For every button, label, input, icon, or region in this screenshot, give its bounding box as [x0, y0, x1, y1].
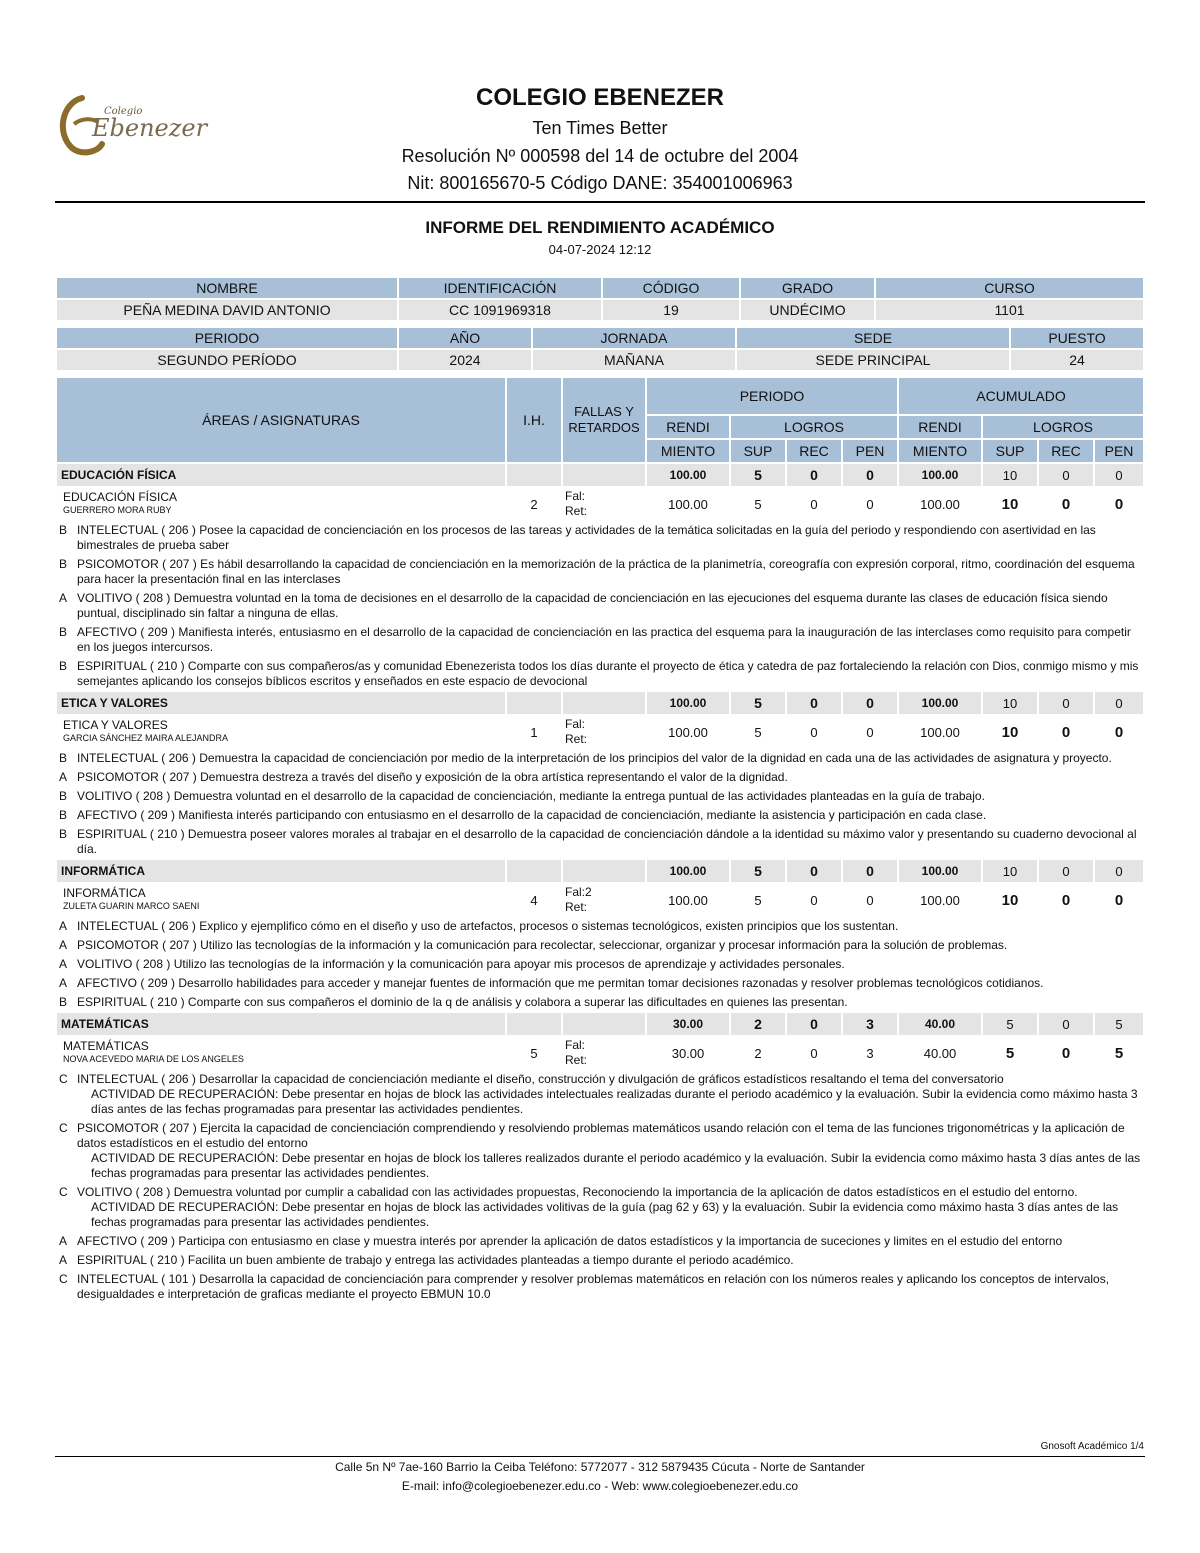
- header-p-rendi-2: MIENTO: [647, 440, 729, 462]
- logro-description: INTELECTUAL ( 206 ) Explico y ejemplifico cómo en el diseño y uso de artefactos, procesos o sistemas tecnológicos, existen principios que los sustentan.: [77, 919, 899, 933]
- student-campus: SEDE PRINCIPAL: [737, 350, 1009, 370]
- area-row: [57, 464, 1143, 486]
- area-row: [57, 860, 1143, 882]
- logro-description: ESPIRITUAL ( 210 ) Demuestra poseer valores morales al trabajar en el desarrollo de la capacidad de concienciación dándole a la identidad su máximo valor y presentando su cuaderno devocional al día.: [77, 827, 1137, 856]
- logro-description: VOLITIVO ( 208 ) Utilizo las tecnologías de la información y la comunicación para apoyar mis procesos de aprendizaje y actividades personales.: [77, 957, 845, 971]
- logro-description: VOLITIVO ( 208 ) Demuestra voluntad en el desarrollo de la capacidad de concienciación, mediante la entrega puntual de las actividades planteadas en la guía de trabajo.: [77, 789, 985, 803]
- logro-grade: A: [59, 938, 68, 952]
- subject-a-rec: 0: [1061, 495, 1071, 513]
- logro-text: [57, 1271, 1143, 1303]
- area-p-rec: 0: [787, 464, 841, 486]
- subject-name: INFORMÁTICA: [63, 886, 146, 900]
- area-p-rend: 100.00: [647, 692, 729, 714]
- recovery-activity: ACTIVIDAD DE RECUPERACIÓN: Debe presentar en hojas de block las actividades volitivas de la guía (pag 62 y 63) y la evaluación. Subir la evidencia como máximo hasta 3 días antes de las fechas programadas para presentar las actividades pendientes.: [91, 1200, 1119, 1229]
- header-periodo: PERIODO: [647, 378, 897, 414]
- logro-row: [57, 975, 1143, 992]
- area-a-sup: 10: [983, 464, 1037, 486]
- subject-p-pen: 0: [866, 892, 874, 908]
- area-name: INFORMÁTICA: [57, 860, 505, 882]
- label-periodo: PERIODO: [57, 328, 397, 348]
- area-p-rec: 0: [787, 692, 841, 714]
- logro-text: [57, 826, 1143, 858]
- grades-table: [55, 376, 1145, 1305]
- logro-grade: C: [59, 1185, 68, 1199]
- subject-ih: 2: [530, 496, 538, 512]
- label-codigo: CÓDIGO: [603, 278, 739, 298]
- area-a-pen: 5: [1095, 1013, 1143, 1035]
- logro-row: [57, 1233, 1143, 1250]
- area-p-rend: 100.00: [647, 860, 729, 882]
- logro-text: [57, 937, 1143, 954]
- area-name: ETICA Y VALORES: [57, 692, 505, 714]
- header-areas: ÁREAS / ASIGNATURAS: [57, 378, 505, 462]
- subject-row: [57, 716, 1143, 748]
- logro-description: PSICOMOTOR ( 207 ) Es hábil desarrollando la capacidad de concienciación en la memorización de la práctica de la planimetría, coreografía con expresión corporal, ritmo, coordinación del esquema para hacer la presentación final en las interclases: [77, 557, 1135, 586]
- area-p-pen: 0: [843, 860, 897, 882]
- header-ih: I.H.: [507, 378, 561, 462]
- logro-text: [57, 590, 1143, 622]
- subject-ih: 1: [530, 724, 538, 740]
- subject-row: [57, 1037, 1143, 1069]
- logro-description: ESPIRITUAL ( 210 ) Comparte con sus compañeros/as y comunidad Ebenezerista todos los días durante el proyecto de ética y catedra de paz fortaleciendo la relación con Dios, conmigo mismo y mis semejantes aplicando los consejos bíblicos escritos y enseñados en este espacio de devocional: [77, 659, 1139, 688]
- subject-a-sup: 10: [1001, 891, 1019, 909]
- area-a-rend: 100.00: [899, 692, 981, 714]
- logro-grade: B: [59, 523, 68, 537]
- subject-a-rec: 0: [1061, 723, 1071, 741]
- header-fallas-1: FALLAS Y: [574, 404, 634, 419]
- area-ih: [507, 692, 561, 714]
- logro-row: [57, 624, 1143, 656]
- teacher-name: GUERRERO MORA RUBY: [63, 505, 172, 515]
- logro-text: [57, 1233, 1143, 1250]
- label-puesto: PUESTO: [1011, 328, 1143, 348]
- subject-name: MATEMÁTICAS: [63, 1039, 149, 1053]
- area-a-pen: 0: [1095, 464, 1143, 486]
- logro-row: [57, 1271, 1143, 1303]
- logro-description: AFECTIVO ( 209 ) Manifiesta interés, entusiasmo en el desarrollo de la capacidad de concienciación en las practica del esquema para la inauguración de las interclases como requisito para competir en los juegos intercursos.: [77, 625, 1131, 654]
- logro-description: AFECTIVO ( 209 ) Participa con entusiasmo en clase y muestra interés por aprender la aplicación de datos estadísticos y la importancia de suceciones y limites en el estudio del entorno: [77, 1234, 1063, 1248]
- subject-cell: [57, 1037, 505, 1069]
- subject-p-pen: 0: [866, 496, 874, 512]
- area-a-pen: 0: [1095, 860, 1143, 882]
- subject-name: EDUCACIÓN FÍSICA: [63, 490, 178, 504]
- student-name: PEÑA MEDINA DAVID ANTONIO: [57, 300, 397, 320]
- student-period: SEGUNDO PERÍODO: [57, 350, 397, 370]
- area-fallas: [563, 860, 645, 882]
- area-p-rec: 0: [787, 1013, 841, 1035]
- area-fallas: [563, 692, 645, 714]
- logro-description: INTELECTUAL ( 206 ) Posee la capacidad de concienciación en los procesos de las tareas y actividades de la temática solicitadas en la guía del periodo y respondiendo con asertividad en las bimestrales de prueba saber: [77, 523, 1096, 552]
- logro-description: INTELECTUAL ( 206 ) Demuestra la capacidad de concienciación por medio de la interpretación de los principios del valor de la dignidad en cada una de las actividades de asignatura y proyecto.: [77, 751, 1112, 765]
- footer-page-mark: Gnosoft Académico 1/4: [1040, 1441, 1144, 1452]
- student-info-table-2: [55, 326, 1145, 372]
- header-p-sup: SUP: [731, 440, 785, 462]
- logro-grade: B: [59, 659, 68, 673]
- fal-label: Fal:: [565, 489, 586, 503]
- header-p-logros: LOGROS: [731, 416, 897, 438]
- area-a-rec: 0: [1039, 464, 1093, 486]
- subject-a-rend: 100.00: [920, 724, 960, 740]
- subject-a-pen: 5: [1114, 1044, 1124, 1062]
- subject-a-rec: 0: [1061, 891, 1071, 909]
- subject-p-sup: 2: [754, 1045, 762, 1061]
- subject-ih: 5: [530, 1045, 538, 1061]
- logro-text: [57, 975, 1143, 992]
- logro-text: [57, 750, 1143, 767]
- logro-text: [57, 918, 1143, 935]
- subject-row: [57, 884, 1143, 916]
- subject-p-rend: 100.00: [668, 724, 708, 740]
- label-grado: GRADO: [741, 278, 874, 298]
- area-name: MATEMÁTICAS: [57, 1013, 505, 1035]
- logro-grade: C: [59, 1272, 68, 1286]
- logro-grade: A: [59, 957, 68, 971]
- area-a-rend: 100.00: [899, 464, 981, 486]
- student-code: 19: [603, 300, 739, 320]
- logro-grade: B: [59, 827, 68, 841]
- subject-a-sup: 10: [1001, 495, 1019, 513]
- subject-a-pen: 0: [1114, 891, 1124, 909]
- student-shift: MAÑANA: [533, 350, 735, 370]
- label-curso: CURSO: [876, 278, 1143, 298]
- subject-p-rec: 0: [810, 892, 818, 908]
- student-year: 2024: [399, 350, 531, 370]
- subject-ih: 4: [530, 892, 538, 908]
- logro-text: [57, 788, 1143, 805]
- label-jornada: JORNADA: [533, 328, 735, 348]
- area-ih: [507, 860, 561, 882]
- fal-value: 2: [585, 885, 592, 899]
- area-p-sup: 5: [731, 860, 785, 882]
- ret-label: Ret:: [565, 1053, 588, 1067]
- subject-row: [57, 488, 1143, 520]
- subject-p-pen: 0: [866, 724, 874, 740]
- label-sede: SEDE: [737, 328, 1009, 348]
- logro-text: [57, 1252, 1143, 1269]
- subject-fallas: [563, 1037, 645, 1069]
- area-ih: [507, 464, 561, 486]
- logro-row: [57, 556, 1143, 588]
- logro-text: [57, 769, 1143, 786]
- logro-row: [57, 937, 1143, 954]
- logro-row: [57, 826, 1143, 858]
- subject-p-rec: 0: [810, 1045, 818, 1061]
- logro-description: ESPIRITUAL ( 210 ) Comparte con sus compañeros el dominio de la q de análisis y colabora a superar las dificultades en quienes las presentan.: [77, 995, 848, 1009]
- logro-grade: B: [59, 995, 68, 1009]
- subject-a-rend: 100.00: [920, 496, 960, 512]
- fal-label: Fal:: [565, 1038, 586, 1052]
- subject-a-rend: 100.00: [920, 892, 960, 908]
- logro-description: ESPIRITUAL ( 210 ) Facilita un buen ambiente de trabajo y entrega las actividades planteadas a tiempo durante el periodo académico.: [77, 1253, 794, 1267]
- student-id: CC 1091969318: [399, 300, 601, 320]
- logro-text: [57, 658, 1143, 690]
- area-p-rend: 100.00: [647, 464, 729, 486]
- logro-text: [57, 1184, 1143, 1231]
- report-title: INFORME DEL RENDIMIENTO ACADÉMICO: [425, 218, 775, 237]
- logro-grade: A: [59, 919, 68, 933]
- report-date: 04-07-2024 12:12: [548, 242, 652, 257]
- area-a-sup: 5: [983, 1013, 1037, 1035]
- subject-p-rec: 0: [810, 496, 818, 512]
- school-resolution: Resolución Nº 000598 del 14 de octubre del 2004: [401, 146, 799, 166]
- ret-label: Ret:: [565, 900, 588, 914]
- header-a-logros: LOGROS: [983, 416, 1143, 438]
- label-anio: AÑO: [399, 328, 531, 348]
- logro-grade: A: [59, 1253, 68, 1267]
- area-p-pen: 3: [843, 1013, 897, 1035]
- area-row: [57, 692, 1143, 714]
- fal-label: Fal:: [565, 717, 586, 731]
- logro-grade: A: [59, 591, 68, 605]
- area-fallas: [563, 1013, 645, 1035]
- logo-script-text: Ebenezer: [92, 114, 208, 142]
- subject-p-pen: 3: [866, 1045, 874, 1061]
- logro-text: [57, 1071, 1143, 1118]
- subject-a-rec: 0: [1061, 1044, 1071, 1062]
- subject-p-rec: 0: [810, 724, 818, 740]
- logro-text: [57, 624, 1143, 656]
- logro-row: [57, 590, 1143, 622]
- footer-contact: E-mail: info@colegioebenezer.edu.co - Web: www.colegioebenezer.edu.co: [401, 1479, 799, 1493]
- logro-grade: B: [59, 789, 68, 803]
- subject-a-pen: 0: [1114, 723, 1124, 741]
- area-ih: [507, 1013, 561, 1035]
- area-p-pen: 0: [843, 464, 897, 486]
- header-a-pen: PEN: [1095, 440, 1143, 462]
- logro-row: [57, 658, 1143, 690]
- logro-grade: C: [59, 1072, 68, 1086]
- subject-a-rend: 40.00: [923, 1045, 957, 1061]
- header-a-sup: SUP: [983, 440, 1037, 462]
- school-name: COLEGIO EBENEZER: [475, 84, 725, 111]
- logo-small-text: Colegio: [104, 106, 143, 117]
- logro-row: [57, 1184, 1143, 1231]
- subject-cell: [57, 716, 505, 748]
- logro-row: [57, 522, 1143, 554]
- area-p-sup: 5: [731, 464, 785, 486]
- header-p-rendi-1: RENDI: [647, 416, 729, 438]
- label-identificacion: IDENTIFICACIÓN: [399, 278, 601, 298]
- header-p-pen: PEN: [843, 440, 897, 462]
- subject-name: ETICA Y VALORES: [63, 718, 168, 732]
- area-p-sup: 5: [731, 692, 785, 714]
- logro-grade: A: [59, 1234, 68, 1248]
- subject-a-sup: 5: [1005, 1044, 1015, 1062]
- logro-description: AFECTIVO ( 209 ) Manifiesta interés participando con entusiasmo en el desarrollo de la capacidad de concienciación, mediante la asistencia y participación en cada clase.: [77, 808, 987, 822]
- subject-fallas: [563, 716, 645, 748]
- logro-grade: C: [59, 1121, 68, 1135]
- area-p-rec: 0: [787, 860, 841, 882]
- area-p-sup: 2: [731, 1013, 785, 1035]
- footer-divider: [55, 1456, 1145, 1457]
- logro-row: [57, 807, 1143, 824]
- area-p-rend: 30.00: [647, 1013, 729, 1035]
- logro-description: INTELECTUAL ( 101 ) Desarrolla la capacidad de concienciación para comprender y resolver problemas matemáticos en relación con los números reales y aplicando los conceptos de intervalos, desigualdades e interpretación de graficas mediante el proyecto EBMUN 10.0: [77, 1272, 1110, 1301]
- logro-description: PSICOMOTOR ( 207 ) Demuestra destreza a través del diseño y exposición de la obra artística representando el valor de la dignidad.: [77, 770, 788, 784]
- subject-p-sup: 5: [754, 496, 762, 512]
- ret-label: Ret:: [565, 504, 588, 518]
- header-p-rec: REC: [787, 440, 841, 462]
- logro-row: [57, 788, 1143, 805]
- header-a-rendi-1: RENDI: [899, 416, 981, 438]
- fal-label: Fal:: [565, 885, 586, 899]
- logro-text: [57, 956, 1143, 973]
- student-info-table-1: [55, 276, 1145, 322]
- logro-text: [57, 807, 1143, 824]
- logro-row: [57, 918, 1143, 935]
- teacher-name: NOVA ACEVEDO MARIA DE LOS ANGELES: [63, 1054, 244, 1064]
- student-rank: 24: [1011, 350, 1143, 370]
- recovery-activity: ACTIVIDAD DE RECUPERACIÓN: Debe presentar en hojas de block las actividades intelectuales realizadas durante el periodo académico y la evaluación. Subir la evidencia como máximo hasta 3 días antes de las fechas programadas para presentar las actividades pendientes.: [91, 1087, 1138, 1116]
- logro-description: PSICOMOTOR ( 207 ) Ejercita la capacidad de concienciación comprendiendo y resolviendo problemas matemáticos usando relación con el tema de las funciones trigonométricas y la aplicación de datos estadísticos en el estudio del entorno: [77, 1121, 1125, 1150]
- teacher-name: GARCIA SÁNCHEZ MAIRA ALEJANDRA: [63, 733, 229, 743]
- logro-text: [57, 994, 1143, 1011]
- area-row: [57, 1013, 1143, 1035]
- ret-label: Ret:: [565, 732, 588, 746]
- student-grade: UNDÉCIMO: [741, 300, 874, 320]
- area-a-pen: 0: [1095, 692, 1143, 714]
- logro-row: [57, 769, 1143, 786]
- label-nombre: NOMBRE: [57, 278, 397, 298]
- logro-description: VOLITIVO ( 208 ) Demuestra voluntad en la toma de decisiones en el desarrollo de la capacidad de concienciación en las ejecuciones del esquema durante las clases de educación física siendo puntual, disciplinado sin faltar a ninguna de ellas.: [77, 591, 1108, 620]
- header-acumulado: ACUMULADO: [899, 378, 1143, 414]
- footer-address: Calle 5n Nº 7ae-160 Barrio la Ceiba Teléfono: 5772077 - 312 5879435 Cúcuta - Norte de Santander: [335, 1460, 865, 1474]
- logro-grade: B: [59, 808, 68, 822]
- area-a-rec: 0: [1039, 692, 1093, 714]
- area-p-pen: 0: [843, 692, 897, 714]
- subject-fallas: [563, 884, 645, 916]
- logro-description: AFECTIVO ( 209 ) Desarrollo habilidades para acceder y manejar fuentes de información que me permitan tomar decisiones razonadas y resolver problemas tecnológicos cotidianos.: [77, 976, 1044, 990]
- header-fallas-2: RETARDOS: [568, 420, 640, 435]
- logro-description: INTELECTUAL ( 206 ) Desarrollar la capacidad de concienciación mediante el diseño, construcción y divulgación de gráficos estadísticos resaltando el tema del conversatorio: [77, 1072, 1004, 1086]
- area-name: EDUCACIÓN FÍSICA: [57, 464, 505, 486]
- logro-description: VOLITIVO ( 208 ) Demuestra voluntad por cumplir a cabalidad con las actividades propuestas, Reconociendo la importancia de la aplicación de datos estadísticos en el estudio del entorno.: [77, 1185, 1078, 1199]
- teacher-name: ZULETA GUARIN MARCO SAENI: [63, 901, 200, 911]
- logro-row: [57, 994, 1143, 1011]
- header-a-rec: REC: [1039, 440, 1093, 462]
- subject-cell: [57, 488, 505, 520]
- logro-grade: A: [59, 976, 68, 990]
- subject-cell: [57, 884, 505, 916]
- logro-text: [57, 1120, 1143, 1182]
- subject-a-sup: 10: [1001, 723, 1019, 741]
- logro-row: [57, 956, 1143, 973]
- area-a-rec: 0: [1039, 860, 1093, 882]
- logro-row: [57, 1071, 1143, 1118]
- logro-row: [57, 1120, 1143, 1182]
- logro-row: [57, 750, 1143, 767]
- subject-p-rend: 100.00: [668, 892, 708, 908]
- area-a-rend: 100.00: [899, 860, 981, 882]
- logro-grade: A: [59, 770, 68, 784]
- header-a-rendi-2: MIENTO: [899, 440, 981, 462]
- area-a-sup: 10: [983, 860, 1037, 882]
- logro-grade: B: [59, 557, 68, 571]
- area-a-rend: 40.00: [899, 1013, 981, 1035]
- subject-p-rend: 30.00: [671, 1045, 705, 1061]
- recovery-activity: ACTIVIDAD DE RECUPERACIÓN: Debe presentar en hojas de block los talleres realizados durante el periodo académico y la evaluación. Subir la evidencia como máximo hasta 3 días antes de las fechas programadas para presentar las actividades pendientes.: [91, 1151, 1141, 1180]
- school-nit: Nit: 800165670-5 Código DANE: 354001006963: [407, 173, 793, 193]
- logro-grade: B: [59, 625, 68, 639]
- header-fallas: [563, 378, 645, 462]
- area-a-sup: 10: [983, 692, 1037, 714]
- logro-text: [57, 522, 1143, 554]
- subject-fallas: [563, 488, 645, 520]
- logro-row: [57, 1252, 1143, 1269]
- subject-p-sup: 5: [754, 892, 762, 908]
- subject-a-pen: 0: [1114, 495, 1124, 513]
- subject-p-sup: 5: [754, 724, 762, 740]
- subject-p-rend: 100.00: [668, 496, 708, 512]
- logro-grade: B: [59, 751, 68, 765]
- student-course: 1101: [876, 300, 1143, 320]
- area-a-rec: 0: [1039, 1013, 1093, 1035]
- area-fallas: [563, 464, 645, 486]
- school-motto: Ten Times Better: [532, 118, 668, 138]
- logro-description: PSICOMOTOR ( 207 ) Utilizo las tecnologías de la información y la comunicación para recolectar, seleccionar, organizar y procesar información para la solución de problemas.: [77, 938, 1008, 952]
- logro-text: [57, 556, 1143, 588]
- header-divider: [55, 201, 1145, 203]
